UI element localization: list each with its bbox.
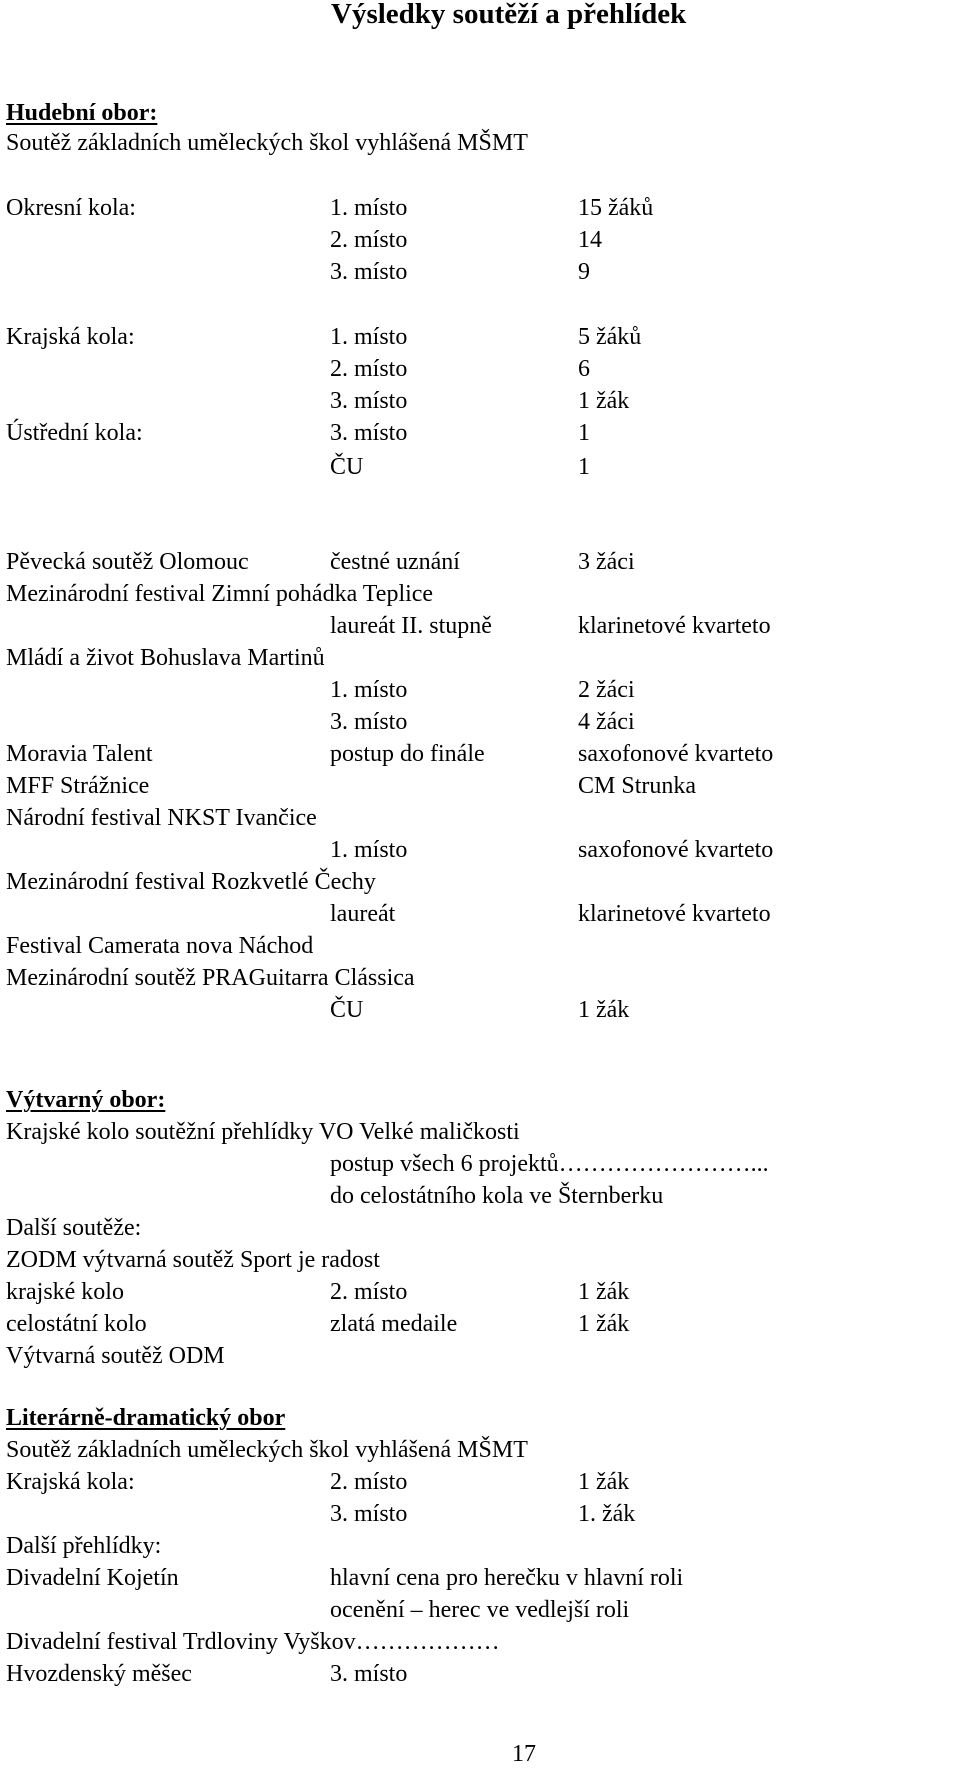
pevecka-result: čestné uznání [330, 549, 460, 575]
mladi-name: Mládí a život Bohuslava Martinů [6, 645, 325, 671]
mff-name: MFF Strážnice [6, 773, 150, 799]
krajska-count-2: 6 [578, 356, 590, 382]
vytvarny-krajske: Krajské kolo soutěžní přehlídky VO Velké maličkosti [6, 1119, 520, 1145]
moravia-who: saxofonové kvarteto [578, 741, 774, 767]
literarne-krajska-who-1: 1 žák [578, 1469, 630, 1495]
okresni-count-3: 9 [578, 259, 590, 285]
okresni-label: Okresní kola: [6, 195, 136, 221]
literarne-krajska-place-1: 2. místo [330, 1469, 408, 1495]
trdloviny-name: Divadelní festival Trdloviny Vyškov……………… [6, 1629, 500, 1655]
celostatni-kolo-result: zlatá medaile [330, 1311, 458, 1337]
section-heading-vytvarny: Výtvarný obor: [6, 1087, 166, 1113]
camerata-name: Festival Camerata nova Náchod [6, 933, 314, 959]
mladi-result-2: 3. místo [330, 709, 408, 735]
krajska-place-2: 2. místo [330, 356, 408, 382]
ustredni-place-1: 3. místo [330, 420, 408, 446]
ustredni-label: Ústřední kola: [6, 420, 143, 446]
ustredni-count-1: 1 [578, 420, 590, 446]
krajska-count-3: 1 žák [578, 388, 630, 414]
celostatni-kolo-who: 1 žák [578, 1311, 630, 1337]
rozkvetle-who: klarinetové kvarteto [578, 901, 771, 927]
pevecka-name: Pěvecká soutěž Olomouc [6, 549, 249, 575]
vytvarny-odm: Výtvarná soutěž ODM [6, 1343, 225, 1369]
krajska-place-3: 3. místo [330, 388, 408, 414]
krajske-kolo-result: 2. místo [330, 1279, 408, 1305]
vytvarny-postup: postup všech 6 projektů……………………... [330, 1151, 769, 1177]
hvozdensky-result: 3. místo [330, 1661, 408, 1687]
okresni-place-1: 1. místo [330, 195, 408, 221]
mff-who: CM Strunka [578, 773, 697, 799]
kojetin-name: Divadelní Kojetín [6, 1565, 179, 1591]
rozkvetle-result: laureát [330, 901, 396, 927]
krajska-label: Krajská kola: [6, 324, 135, 350]
mladi-who-2: 4 žáci [578, 709, 635, 735]
section-heading-literarne: Literárně-dramatický obor [6, 1405, 286, 1431]
nkst-name: Národní festival NKST Ivančice [6, 805, 317, 831]
mladi-who-1: 2 žáci [578, 677, 635, 703]
okresni-place-3: 3. místo [330, 259, 408, 285]
section-heading-hudebni: Hudební obor: [6, 100, 158, 126]
nkst-result: 1. místo [330, 837, 408, 863]
page-number: 17 [512, 1741, 536, 1767]
celostatni-kolo-label: celostátní kolo [6, 1311, 147, 1337]
literarne-intro: Soutěž základních uměleckých škol vyhlášená MŠMT [6, 1437, 528, 1463]
krajske-kolo-who: 1 žák [578, 1279, 630, 1305]
vytvarny-celostatni: do celostátního kola ve Šternberku [330, 1183, 664, 1209]
praguitarra-who: 1 žák [578, 997, 630, 1023]
okresni-place-2: 2. místo [330, 227, 408, 253]
literarne-krajska-label: Krajská kola: [6, 1469, 135, 1495]
ustredni-count-2: 1 [578, 454, 590, 480]
ustredni-place-2: ČU [330, 454, 364, 480]
krajske-kolo-label: krajské kolo [6, 1279, 124, 1305]
vytvarny-zodm: ZODM výtvarná soutěž Sport je radost [6, 1247, 380, 1273]
kojetin-result-2: ocenění – herec ve vedlejší roli [330, 1597, 630, 1623]
praguitarra-name: Mezinárodní soutěž PRAGuitarra Clássica [6, 965, 415, 991]
krajska-place-1: 1. místo [330, 324, 408, 350]
literarne-dalsi: Další přehlídky: [6, 1533, 162, 1559]
hudebni-intro: Soutěž základních uměleckých škol vyhlášená MŠMT [6, 130, 528, 156]
okresni-count-1: 15 žáků [578, 195, 654, 221]
zimni-result: laureát II. stupně [330, 613, 492, 639]
literarne-krajska-who-2: 1. žák [578, 1501, 636, 1527]
hvozdensky-name: Hvozdenský měšec [6, 1661, 192, 1687]
zimni-who: klarinetové kvarteto [578, 613, 771, 639]
moravia-result: postup do finále [330, 741, 485, 767]
rozkvetle-name: Mezinárodní festival Rozkvetlé Čechy [6, 869, 376, 895]
nkst-who: saxofonové kvarteto [578, 837, 774, 863]
vytvarny-dalsi: Další soutěže: [6, 1215, 142, 1241]
okresni-count-2: 14 [578, 227, 602, 253]
page-title: Výsledky soutěží a přehlídek [331, 0, 687, 30]
pevecka-who: 3 žáci [578, 549, 635, 575]
literarne-krajska-place-2: 3. místo [330, 1501, 408, 1527]
kojetin-result-1: hlavní cena pro herečku v hlavní roli [330, 1565, 684, 1591]
mladi-result-1: 1. místo [330, 677, 408, 703]
krajska-count-1: 5 žáků [578, 324, 642, 350]
zimni-name: Mezinárodní festival Zimní pohádka Teplice [6, 581, 434, 607]
moravia-name: Moravia Talent [6, 741, 153, 767]
praguitarra-result: ČU [330, 997, 364, 1023]
